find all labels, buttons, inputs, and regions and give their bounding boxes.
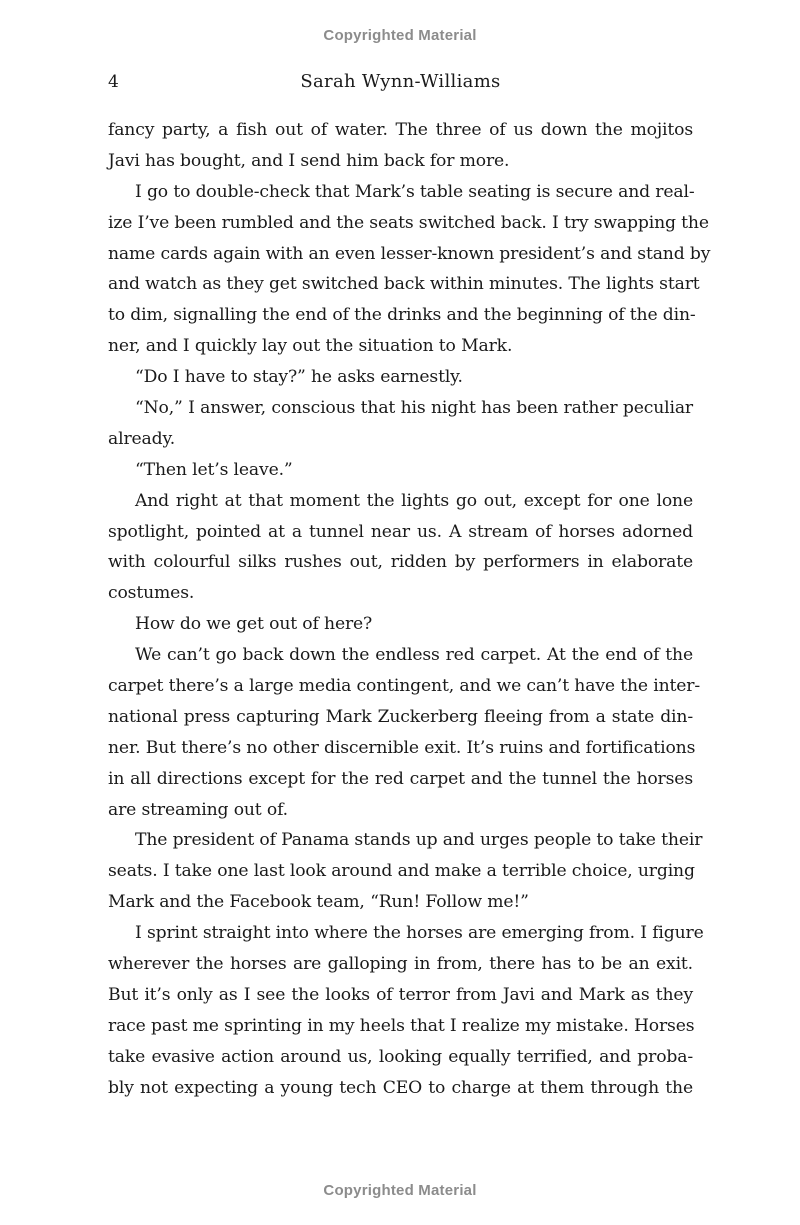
text-line: I sprint straight into where the horses are emerging from. I figure (135, 923, 704, 944)
text-line: Javi has bought, and I send him back for more. (108, 150, 510, 171)
text-line: But it’s only as I see the looks of terror from Javi and Mark as they (108, 984, 693, 1005)
paragraph (108, 486, 693, 610)
paragraph (108, 609, 693, 640)
text-line: Mark and the Facebook team, “Run! Follow me!” (108, 892, 529, 913)
text-line: carpet there’s a large media contingent, and we can’t have the inter- (108, 676, 700, 697)
page-number: 4 (108, 72, 119, 92)
copyright-watermark-bottom: Copyrighted Material (323, 1182, 477, 1199)
text-line: We can’t go back down the endless red carpet. At the end of the (135, 645, 693, 666)
running-header (108, 70, 693, 96)
paragraph (108, 825, 703, 918)
text-line: “Then let’s leave.” (135, 459, 293, 480)
text-line: are streaming out of. (108, 799, 288, 820)
text-line: fancy party, a fish out of water. The three of us down the mojitos (108, 120, 693, 140)
text-line: to dim, signalling the end of the drinks and the beginning of the din- (108, 305, 696, 326)
text-line: spotlight, pointed at a tunnel near us. A stream of horses adorned (108, 521, 693, 542)
text-line: national press capturing Mark Zuckerberg fleeing from a state din- (108, 706, 693, 727)
text-line: costumes. (108, 583, 195, 604)
text-line: How do we get out of here? (135, 614, 373, 635)
text-line: ner. But there’s no other discernible exit. It’s ruins and fortifications (108, 737, 696, 758)
paragraph (108, 362, 693, 393)
text-line: ner, and I quickly lay out the situation to Mark. (108, 336, 513, 357)
paragraph (108, 455, 693, 486)
text-line: with colourful silks rushes out, ridden by performers in elaborate (108, 552, 693, 573)
text-line: name cards again with an even lesser-known president’s and stand by (108, 243, 711, 264)
paragraph (108, 115, 693, 177)
text-line: already. (108, 428, 176, 449)
text-line: bly not expecting a young tech CEO to charge at them through the (108, 1077, 693, 1098)
text-line: race past me sprinting in my heels that I realize my mistake. Horses (108, 1015, 695, 1036)
text-line: The president of Panama stands up and urges people to take their (135, 830, 703, 851)
text-line: I go to double-check that Mark’s table seating is secure and real- (135, 181, 695, 202)
text-line: take evasive action around us, looking equally terrified, and proba- (108, 1046, 693, 1067)
paragraph (108, 177, 711, 362)
text-line: wherever the horses are galloping in from, there has to be an exit. (108, 954, 693, 975)
body-text (108, 115, 711, 1104)
running-header-author: Sarah Wynn-Williams (300, 71, 501, 92)
text-line: “No,” I answer, conscious that his night has been rather peculiar (135, 398, 693, 419)
text-line: And right at that moment the lights go out, except for one lone (135, 490, 693, 511)
text-line: “Do I have to stay?” he asks earnestly. (135, 367, 463, 388)
copyright-watermark-top: Copyrighted Material (323, 27, 477, 44)
paragraph (108, 640, 700, 825)
paragraph (108, 918, 704, 1103)
text-line: in all directions except for the red carpet and the tunnel the horses (108, 768, 693, 789)
text-line: seats. I take one last look around and make a terrible choice, urging (108, 861, 695, 882)
paragraph (108, 393, 693, 455)
text-line: ize I’ve been rumbled and the seats switched back. I try swapping the (108, 212, 709, 233)
text-line: and watch as they get switched back within minutes. The lights start (108, 274, 700, 295)
